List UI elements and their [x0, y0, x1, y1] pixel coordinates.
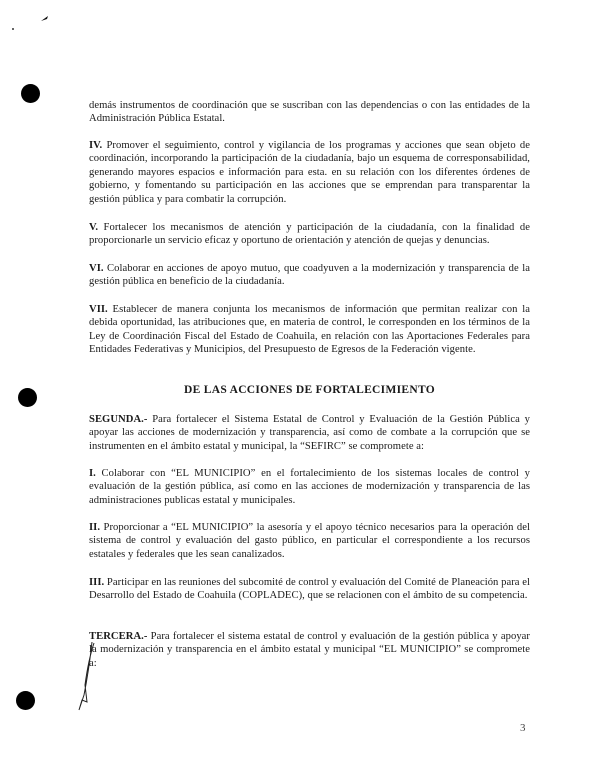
item-text: Promover el seguimiento, control y vigilancia de los programas y acciones que sean objeto de coordinación, incorporando la participación de la ciudadanía, bajo un esquema de corresponsabilidad, generando mayores espacios e información para esta. en su relación con los diferentes órdenes de gobierno, y fomentando su participación en las acciones que se emprendan para transparentar la gestión pública y para combatir la corrupción.	[89, 140, 530, 205]
item-number: VI.	[89, 263, 104, 274]
item-text: Establecer de manera conjunta los mecanismos de información que permitan realizar con la debida oportunidad, las atribuciones que, en materia de control, le corresponden en los términos de la Ley de Coordinación Fiscal del Estado de Coahuila, en relación con las Aportaciones Federales para Entidades Federativas y Municipios, del Presupuesto de Egresos de la Federación vigente.	[89, 304, 530, 356]
item-vi	[89, 262, 530, 289]
scan-mark	[40, 15, 50, 23]
item-i	[89, 467, 530, 507]
clause-label: SEGUNDA.-	[89, 414, 148, 425]
continuation-paragraph	[89, 99, 530, 126]
item-text: Participar en las reuniones del subcomité de control y evaluación del Comité de Planeación para el Desarrollo del Estado de Coahuila (COPLADEC), que se relacionen con el ámbito de su competencia.	[89, 577, 530, 602]
punch-hole-bottom	[16, 691, 35, 710]
clause-tercera	[89, 630, 530, 670]
item-v	[89, 221, 530, 248]
clause-text: Para fortalecer el sistema estatal de control y evaluación de la gestión pública y apoyar la modernización y transparencia en el ámbito estatal y municipal “EL MUNICIPIO” se compromete a:	[89, 631, 530, 669]
item-iv	[89, 139, 530, 206]
clause-text: Para fortalecer el Sistema Estatal de Control y Evaluación de la Gestión Pública y apoyar las acciones de modernización y transparencia, así como de combate a la corrupción que se instrumenten en el ámbito estatal y municipal, la “SEFIRC” se compromete a:	[89, 414, 530, 452]
item-number: VII.	[89, 304, 108, 315]
punch-hole-top	[21, 84, 40, 103]
item-text: Colaborar en acciones de apoyo mutuo, que coadyuven a la modernización y transparencia de la gestión pública en beneficio de la ciudadanía.	[89, 263, 530, 288]
item-number: III.	[89, 577, 105, 588]
page-number: 3	[520, 722, 526, 734]
item-text: Proporcionar a “EL MUNICIPIO” la asesoría y el apoyo técnico necesarios para la operación del sistema de control y evaluación del gasto público, en particular el correspondiente a los recursos estatales y federales que les sean canalizados.	[89, 522, 530, 560]
item-vii	[89, 303, 530, 357]
paragraph-text: demás instrumentos de coordinación que se suscriban con las dependencias o con las entidades de la Administración Pública Estatal.	[89, 100, 530, 125]
punch-hole-middle	[18, 388, 37, 407]
item-number: V.	[89, 222, 99, 233]
signature-stroke	[70, 640, 100, 715]
item-number: I.	[89, 468, 96, 479]
item-text: Colaborar con “EL MUNICIPIO” en el fortalecimiento de los sistemas locales de control y evaluación de la gestión pública, así como en las acciones de modernización y transparencia de las administraciones publicas estatal y municipales.	[89, 468, 530, 506]
item-ii	[89, 521, 530, 561]
item-number: IV.	[89, 140, 103, 151]
scan-dot	[12, 28, 14, 30]
clause-label: TERCERA.-	[89, 631, 148, 642]
clause-segunda	[89, 413, 530, 453]
item-number: II.	[89, 522, 101, 533]
item-iii	[89, 576, 530, 603]
item-text: Fortalecer los mecanismos de atención y participación de la ciudadanía, con la finalidad de proporcionarle un servicio eficaz y oportuno de orientación y atención de quejas y denuncias.	[89, 222, 530, 247]
section-heading: DE LAS ACCIONES DE FORTALECIMIENTO	[184, 384, 435, 396]
